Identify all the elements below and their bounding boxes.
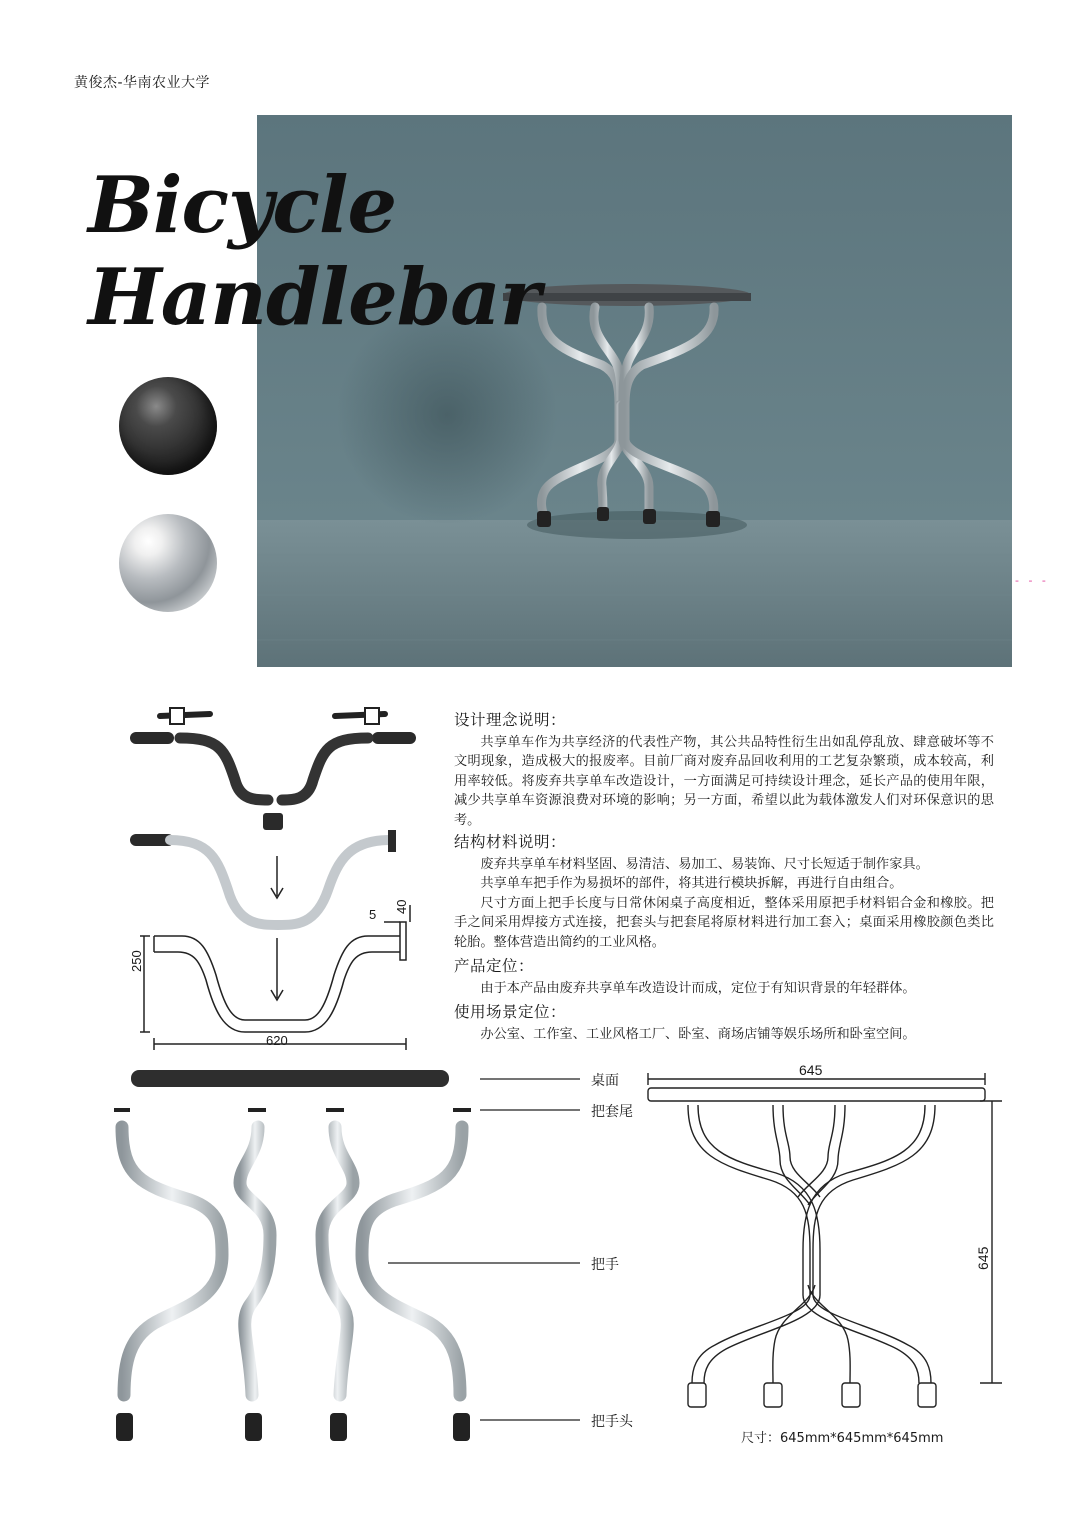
label-handle: 把手: [591, 1257, 619, 1273]
section-paragraph: 废弃共享单车材料坚固、易清洁、易加工、易装饰、尺寸长短适于制作家具。: [480, 856, 929, 872]
black-handlebar: [136, 708, 410, 830]
page-title: [88, 160, 540, 344]
section-paragraph: 办公室、工作室、工业风格工厂、卧室、商场店铺等娱乐场所和卧室空间。: [480, 1026, 916, 1042]
section-product-positioning: [454, 957, 994, 998]
metal-handlebar: [136, 830, 396, 925]
section-heading: 产品定位：: [454, 957, 535, 975]
title-line-2: Handlebar: [88, 252, 540, 343]
title-line-1: Bicycle: [88, 160, 397, 251]
tabletop-part: [131, 1070, 449, 1087]
label-tabletop: 桌面: [591, 1073, 619, 1089]
dimension-side-645: 645: [975, 1246, 991, 1270]
metal-material-swatch: [119, 514, 217, 612]
grip-head-parts: [116, 1413, 470, 1441]
author-line: 黄俊杰-华南农业大学: [74, 75, 211, 91]
section-design-concept: [454, 711, 994, 830]
decorative-dash: - - -: [1015, 574, 1049, 587]
section-heading: 使用场景定位：: [454, 1003, 567, 1021]
handlebar-diagram: [120, 700, 430, 1055]
section-usage-scene: [454, 1003, 994, 1044]
rubber-material-swatch: [119, 377, 217, 475]
table-technical-drawing: [640, 1065, 1020, 1425]
section-heading: 结构材料说明：: [454, 833, 567, 851]
section-paragraph: 尺寸方面上把手长度与日常休闲桌子高度相近，整体采用原把手材料铝合金和橡胶。把手之间采用焊接方式连接，把套头与把套尾将原材料进行加工套入；桌面采用橡胶颜色类比轮胎。整体营造出简约的工业风格。: [454, 895, 994, 950]
dimension-5: 5: [369, 907, 377, 922]
section-paragraph: 共享单车把手作为易损坏的部件，将其进行模块拆解，再进行自由组合。: [480, 876, 903, 891]
handle-parts: [122, 1127, 462, 1395]
dimension-250: 250: [129, 950, 144, 972]
section-paragraph: 由于本产品由废弃共享单车改造设计而成，定位于有知识背景的年轻群体。: [480, 980, 916, 996]
section-paragraph: 共享单车作为共享经济的代表性产物，其公共品特性衍生出如乱停乱放、肆意破坏等不文明现象，造成极大的报废率。目前厂商对废弃品回收利用的工艺复杂繁琐，成本较高，利用率较低。将废弃共享单车改造设计，一方面满足可持续设计理念，延长产品的使用年限，减少共享单车资源浪费对环境的影响；另一方面，希望以此为载体激发人们对环保意识的思考。: [454, 734, 994, 828]
dimension-top-645: 645: [799, 1062, 823, 1078]
grip-end-parts: [114, 1108, 471, 1112]
label-grip-end: 把套尾: [591, 1104, 633, 1120]
dimension-620: 620: [266, 1033, 288, 1048]
section-heading: 设计理念说明：: [454, 711, 567, 729]
dimension-40: 40: [394, 899, 409, 914]
section-structure-material: [454, 833, 994, 952]
size-note: 尺寸：645mm*645mm*645mm: [741, 1431, 944, 1446]
leader-lines: [388, 1079, 580, 1420]
label-grip-head: 把手头: [591, 1414, 633, 1430]
exploded-parts-diagram: [100, 1065, 600, 1455]
